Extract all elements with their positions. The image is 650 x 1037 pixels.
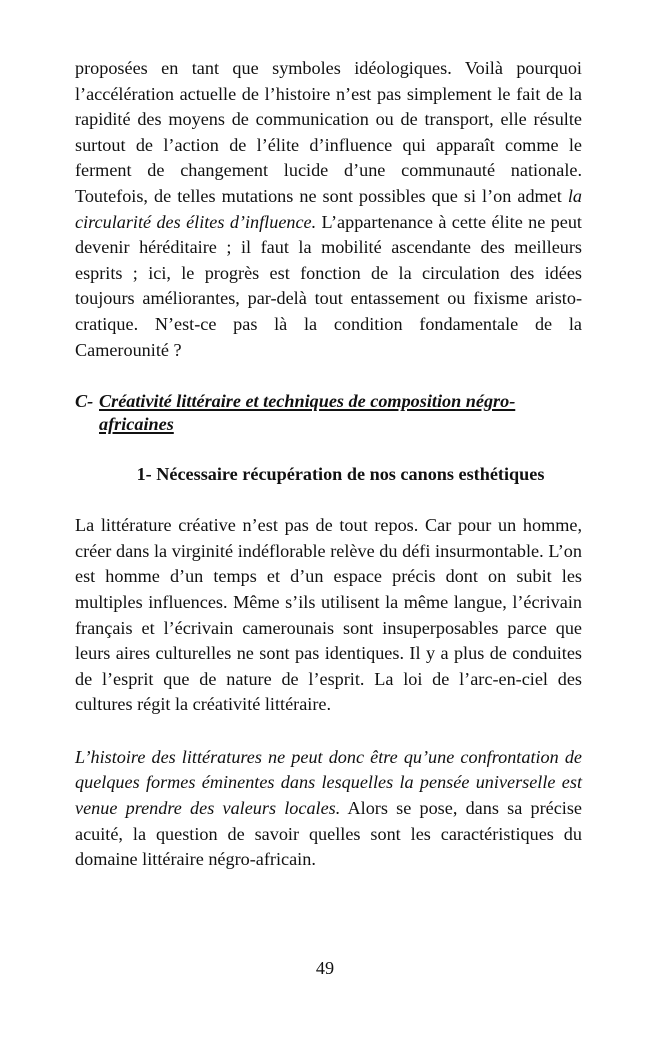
paragraph-1-text-start: proposées en tant que symboles idéologiques. Voilà pourquoi l’accélération actuelle de l’histoire n’est pas simplement le fait de la rapidité des moyens de communication ou de transport, elle résulte surtout de l’action de l’élite d’influence qui apparaît comme le ferment de changement lucide d’une communauté nationale. Toutefois, de telles mutations ne sont possibles que si l’on admet [75, 58, 582, 206]
paragraph-2: La littérature créative n’est pas de tout repos. Car pour un homme, créer dans la virginité indéflorable relève du défi insurmontable. L’on est homme d’un temps et d’un espace précis dont on subit les multiples influences. Même s’ils utilisent la même langue, l’écrivain français et l’écrivain camerounais sont insuperposables parce que leurs aires culturelles ne sont pas identiques. Il y a plus de conduites de l’esprit que de nature de l’esprit. La loi de l’arc-en-ciel des cultures régit la créativité littéraire. [75, 515, 582, 715]
paragraph-3 [75, 745, 582, 873]
paragraph-1 [75, 56, 582, 363]
spacer [75, 718, 582, 745]
paragraph-3-text-end: Alors se pose, dans sa précise acuité, la question de savoir quelles sont les caractéristiques du domaine littéraire négro-africain. [75, 798, 582, 870]
section-heading [75, 390, 582, 436]
section-letter: C- [75, 391, 94, 412]
sub-heading: 1- Nécessaire récupération de nos canons esthétiques [136, 464, 545, 485]
section-title: Créativité littéraire et techniques de composition négro-africaines [99, 391, 516, 435]
page-number: 49 [315, 958, 335, 978]
spacer [75, 363, 582, 390]
page-body [75, 56, 582, 873]
paragraph-1-text-end: L’appartenance à cette élite ne peut devenir héréditaire ; il faut la mobilité ascendante des meilleurs esprits ; ici, le progrès est fonction de la circulation des idées toujours améliorantes, par-delà tout entassement ou fixisme aristocratique. N’est-ce pas là la condition fondamentale de la Camerounité ? [75, 211, 582, 360]
paragraph-1-italic-phrase: la circularité des élites d’influence. [75, 185, 582, 232]
paragraph-3-italic-phrase: L’histoire des littératures ne peut donc être qu’une confrontation de quelques formes éminentes dans lesquelles la pensée universelle est venue prendre des valeurs locales. [75, 746, 582, 819]
